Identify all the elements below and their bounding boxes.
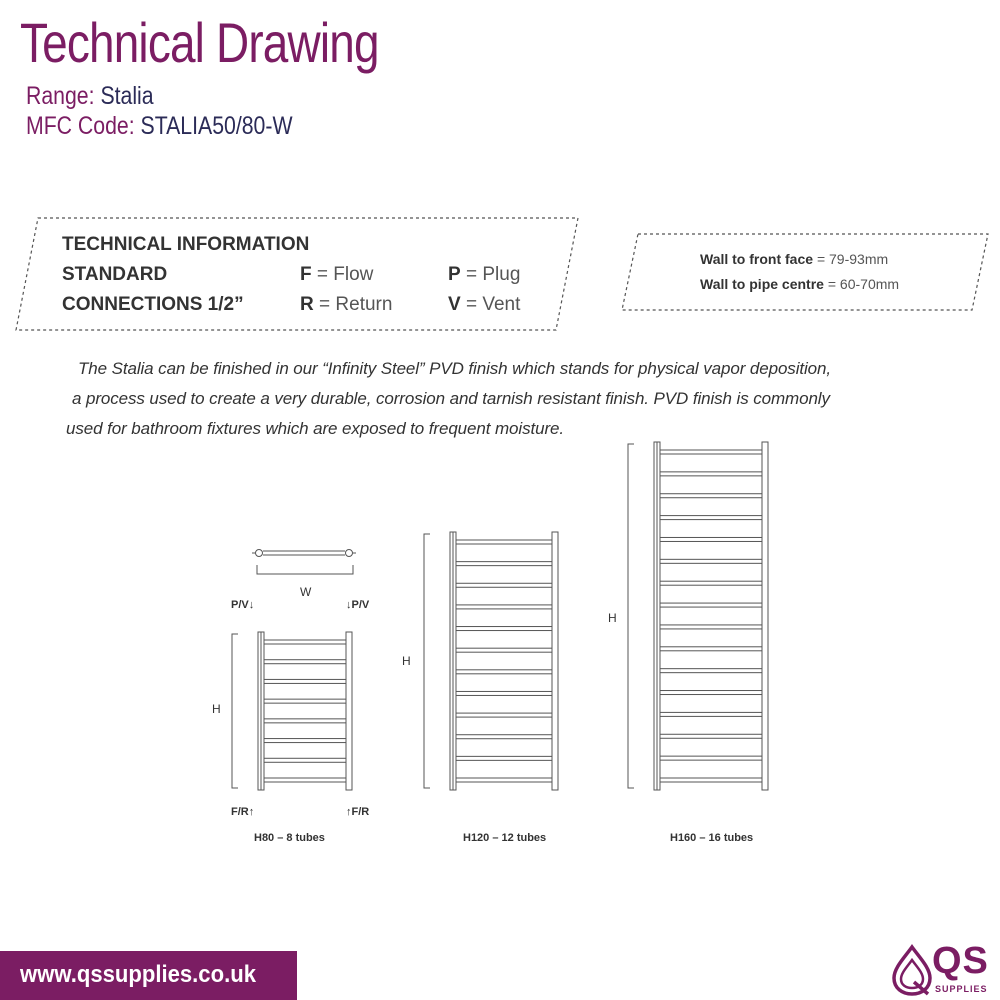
tube-3	[456, 583, 552, 587]
tube-16	[660, 778, 762, 782]
tube-8	[264, 778, 346, 782]
tube-3	[660, 494, 762, 498]
top-left-connection: P/V↓	[231, 599, 255, 611]
description-line-2: a process used to create a very durable, corrosion and tarnish resistant finish. PVD finish is commonly	[72, 389, 830, 408]
legend-plug: P = Plug	[448, 264, 521, 285]
tube-12	[456, 778, 552, 782]
width-label: W	[300, 585, 312, 599]
wall-pipe-line: Wall to pipe centre = 60-70mm	[700, 276, 900, 292]
tube-11	[456, 756, 552, 760]
qs-logo[interactable]	[888, 942, 998, 998]
tube-5	[264, 719, 346, 723]
right-rail	[346, 632, 352, 790]
tube-8	[456, 691, 552, 695]
tube-14	[660, 734, 762, 738]
tube-3	[264, 679, 346, 683]
tube-2	[264, 660, 346, 664]
tube-6	[264, 739, 346, 743]
tube-5	[660, 537, 762, 541]
mfc-label: MFC Code:	[26, 112, 135, 140]
legend-return: R = Return	[300, 294, 393, 315]
wall-front-line: Wall to front face = 79-93mm	[700, 251, 889, 267]
connections-label: CONNECTIONS 1/2”	[62, 294, 244, 315]
tube-1	[456, 540, 552, 544]
tube-1	[264, 640, 346, 644]
page-title: Technical Drawing	[20, 11, 379, 74]
tube-9	[660, 625, 762, 629]
h120-height-label: H	[402, 654, 411, 668]
legend-vent: V = Vent	[448, 294, 521, 315]
range-value: Stalia	[100, 82, 154, 110]
tube-9	[456, 713, 552, 717]
radiator-h80-drawing	[228, 628, 358, 794]
tech-info-heading: TECHNICAL INFORMATION	[62, 234, 310, 255]
wall-info-frame	[620, 232, 990, 312]
range-label: Range:	[26, 82, 95, 110]
tube-11	[660, 669, 762, 673]
mfc-line	[26, 112, 293, 141]
tube-6	[660, 559, 762, 563]
footer-bar	[0, 951, 297, 1000]
tube-15	[660, 756, 762, 760]
description-line-3: used for bathroom fixtures which are exposed to frequent moisture.	[66, 419, 564, 438]
logo-brand: QS	[932, 940, 989, 982]
tube-5	[456, 627, 552, 631]
h80-height-label: H	[212, 702, 221, 716]
tube-7	[264, 758, 346, 762]
h160-caption: H160 – 16 tubes	[670, 832, 754, 844]
bottom-right-connection: ↑F/R	[346, 806, 370, 818]
standard-label: STANDARD	[62, 264, 168, 285]
tube-4	[264, 699, 346, 703]
tube-13	[660, 712, 762, 716]
top-right-connection: ↓P/V	[346, 599, 370, 611]
tube-10	[660, 647, 762, 651]
logo-subtext: SUPPLIES	[935, 984, 988, 994]
right-rail	[552, 532, 558, 790]
h80-caption: H80 – 8 tubes	[254, 832, 325, 844]
h160-height-label: H	[608, 611, 617, 625]
height-dimension-bracket	[232, 634, 238, 788]
tube-1	[660, 450, 762, 454]
tube-2	[660, 472, 762, 476]
height-dimension-bracket	[424, 534, 430, 788]
mfc-value: STALIA50/80-W	[140, 112, 293, 140]
tube-12	[660, 691, 762, 695]
droplet-icon	[890, 944, 934, 996]
bottom-left-connection: F/R↑	[231, 806, 255, 818]
radiator-h120-drawing	[420, 528, 564, 794]
tube-4	[660, 516, 762, 520]
right-rail	[762, 442, 768, 790]
tube-10	[456, 735, 552, 739]
radiator-h160-drawing	[624, 438, 774, 794]
tube-8	[660, 603, 762, 607]
legend-flow: F = Flow	[300, 264, 374, 285]
tube-2	[456, 562, 552, 566]
tube-7	[456, 670, 552, 674]
tube-7	[660, 581, 762, 585]
tube-6	[456, 648, 552, 652]
h120-caption: H120 – 12 tubes	[463, 832, 547, 844]
top-view-drawing	[250, 540, 360, 580]
height-dimension-bracket	[628, 444, 634, 788]
range-line	[26, 82, 154, 111]
description-line-1: The Stalia can be finished in our “Infinity Steel” PVD finish which stands for physical vapor deposition,	[78, 359, 832, 378]
tube-4	[456, 605, 552, 609]
website-link[interactable]: www.qssupplies.co.uk	[20, 961, 256, 988]
